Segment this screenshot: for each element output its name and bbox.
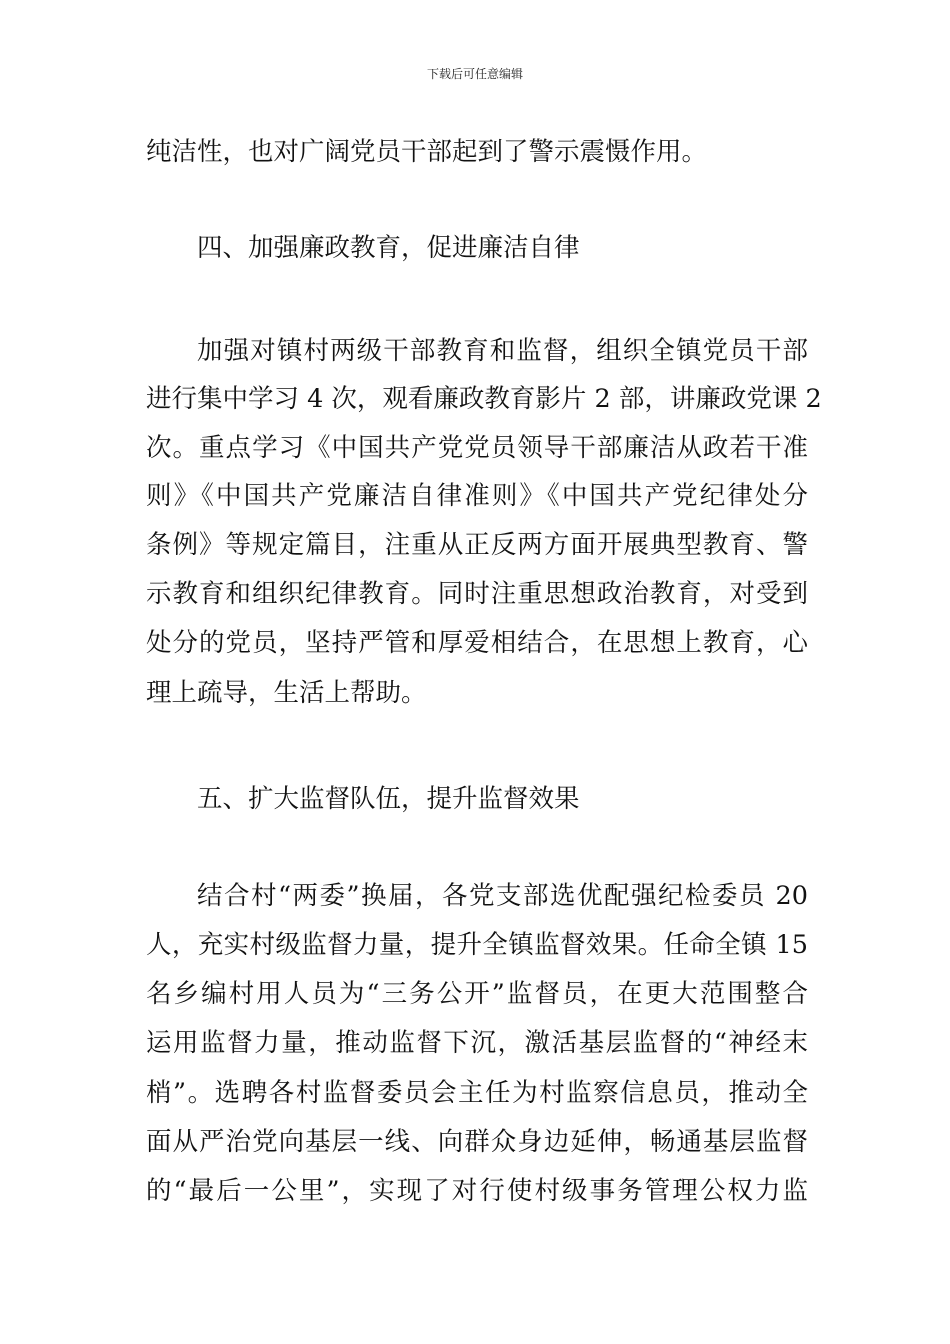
paragraph-line: 的“最后一公里”，实现了对行使村级事务管理公权力监	[146, 1176, 808, 1206]
paragraph-line: 处分的党员，坚持严管和厚爱相结合，在思想上教育，心	[146, 628, 808, 658]
paragraph-line: 运用监督力量，推动监督下沉，激活基层监督的“神经末	[146, 1028, 808, 1058]
section-heading: 四、加强廉政教育，促进廉洁自律	[197, 233, 580, 263]
paragraph-line: 进行集中学习 4 次，观看廉政教育影片 2 部，讲廉政党课 2	[146, 384, 822, 414]
paragraph-line: 次。重点学习《中国共产党党员领导干部廉洁从政若干准	[146, 433, 808, 463]
paragraph-line: 条例》等规定篇目，注重从正反两方面开展典型教育、警	[146, 530, 808, 560]
page-header-note: 下载后可任意编辑	[426, 67, 523, 81]
paragraph-line: 理上疏导，生活上帮助。	[146, 678, 427, 708]
paragraph-line: 人，充实村级监督力量，提升全镇监督效果。任命全镇 15	[146, 930, 808, 960]
paragraph-line: 梢”。选聘各村监督委员会主任为村监察信息员，推动全	[146, 1078, 808, 1108]
paragraph-line: 面从严治党向基层一线、向群众身边延伸，畅通基层监督	[146, 1127, 808, 1157]
section-heading: 五、扩大监督队伍，提升监督效果	[197, 784, 580, 814]
paragraph-line: 纯洁性，也对广阔党员干部起到了警示震慑作用。	[146, 137, 708, 167]
paragraph-line: 加强对镇村两级干部教育和监督，组织全镇党员干部	[197, 336, 808, 366]
paragraph-line: 示教育和组织纪律教育。同时注重思想政治教育，对受到	[146, 579, 808, 609]
paragraph-line: 结合村“两委”换届，各党支部选优配强纪检委员 20	[197, 881, 808, 911]
paragraph-line: 名乡编村用人员为“三务公开”监督员，在更大范围整合	[146, 979, 808, 1009]
paragraph-line: 则》《中国共产党廉洁自律准则》《中国共产党纪律处分	[146, 481, 808, 511]
